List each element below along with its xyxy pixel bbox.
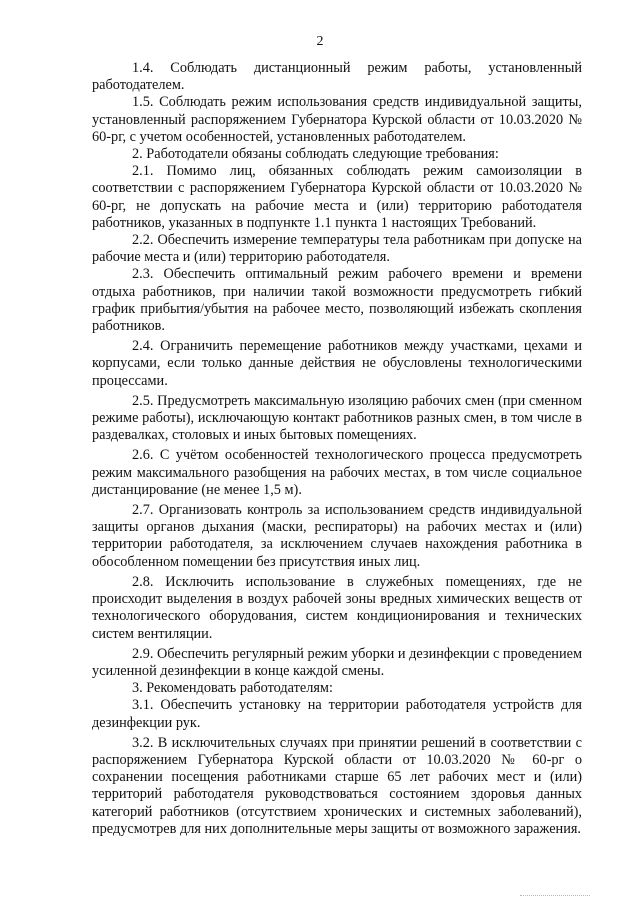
paragraph-1-4: 1.4. Соблюдать дистанционный режим работы, установленный работодателем. [92, 60, 582, 94]
paragraph-2-9: 2.9. Обеспечить регулярный режим уборки и дезинфекции с проведением усиленной дезинфекции в конце каждой смены. [92, 645, 582, 679]
paragraph-2-3: 2.3. Обеспечить оптимальный режим рабочего времени и времени отдыха работников, при наличии такой возможности предусмотреть гибкий график прибытия/убытия на рабочее место, позволяющий избежать скопления работников. [92, 266, 582, 335]
paragraph-2-5: 2.5. Предусмотреть максимальную изоляцию рабочих смен (при сменном режиме работы), исключающую контакт работников разных смен, в том числе в раздевалках, столовых и иных бытовых помещениях. [92, 392, 582, 444]
paragraph-2-2: 2.2. Обеспечить измерение температуры тела работникам при допуске на рабочие места и (или) территорию работодателя. [92, 232, 582, 266]
paragraph-2-4: 2.4. Ограничить перемещение работников между участками, цехами и корпусами, если только данные действия не обусловлены технологическими процессами. [92, 338, 582, 389]
paragraph-3-1: 3.1. Обеспечить установку на территории работодателя устройств для дезинфекции рук. [92, 697, 582, 731]
paragraph-3: 3. Рекомендовать работодателям: [132, 680, 333, 697]
paragraph-2-8: 2.8. Исключить использование в служебных помещениях, где не происходит выделения в воздух рабочей зоны вредных химических веществ от технологического оборудования, систем кондиционирования и технических систем вентиляции. [92, 573, 582, 642]
paragraph-1-5: 1.5. Соблюдать режим использования средств индивидуальной защиты, установленный распоряжением Губернатора Курской области от 10.03.2020 № 60-рг, с учетом особенностей, установленных работодателем. [92, 94, 582, 145]
document-body [92, 60, 582, 838]
paragraph-2-6: 2.6. С учётом особенностей технологического процесса предусмотреть режим максимального разобщения на рабочих местах, в том числе социальное дистанцирование (не менее 1,5 м). [92, 447, 582, 498]
paragraph-3-2: 3.2. В исключительных случаях при принятии решений в соответствии с распоряжением Губернатора Курской области от 10.03.2020 № 60-рг о сохранении посещения работниками старше 65 лет рабочих мест и (или) территорий работодателя руководствоваться состоянием здоровья данных категорий работников (отсутствием хронических и системных заболеваний), предусмотрев для них дополнительные меры защиты от возможного заражения. [92, 734, 582, 837]
page-number: 2 [316, 34, 324, 49]
paragraph-2: 2. Работодатели обязаны соблюдать следующие требования: [132, 146, 499, 163]
paragraph-2-7: 2.7. Организовать контроль за использованием средств индивидуальной защиты органов дыхания (маски, респираторы) на рабочих местах и (или) территории работодателя, за исключением случаев нахождения работника в обособленном помещении без присутствия иных лиц. [92, 502, 582, 570]
scan-artifact [520, 895, 590, 898]
paragraph-2-1: 2.1. Помимо лиц, обязанных соблюдать режим самоизоляции в соответствии с распоряжением Губернатора Курской области от 10.03.2020 № 60-рг, не допускать на рабочие места и (или) территорию работодателя работников, указанных в подпункте 1.1 пункта 1 настоящих Требований. [92, 163, 582, 231]
